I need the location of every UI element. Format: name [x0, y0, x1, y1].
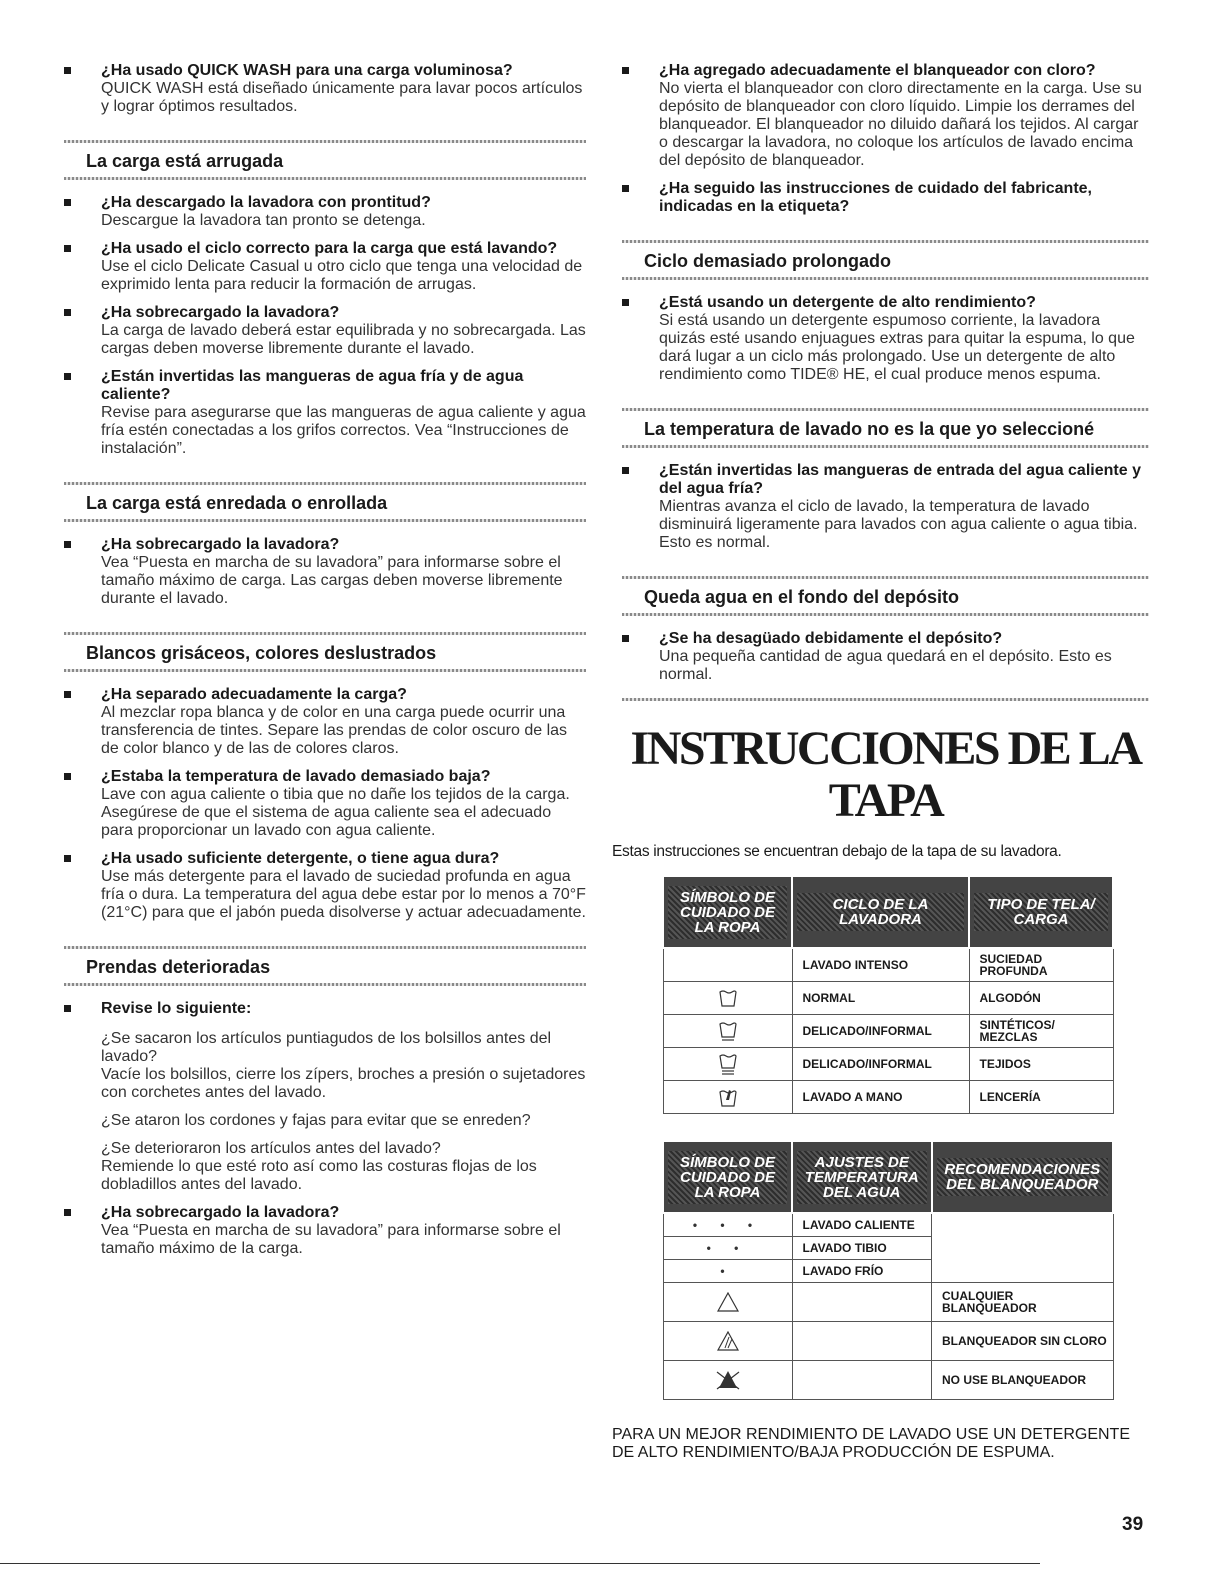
symbol-cell	[663, 1048, 792, 1081]
section-title: Prendas deterioradas	[86, 957, 271, 977]
symbol-cell	[663, 1361, 792, 1400]
table-row	[663, 1048, 1113, 1081]
symbol-cell	[663, 1283, 792, 1322]
bullet-icon	[64, 855, 71, 862]
bleach-cell	[932, 1213, 1114, 1237]
question: ¿Ha usado suficiente detergente, o tiene agua dura?	[101, 850, 500, 867]
title-line: INSTRUCCIONES DE LA	[630, 722, 1141, 775]
table-header	[792, 876, 969, 948]
bullet-icon	[64, 199, 71, 206]
cycle-cell: DELICADO/INFORMAL	[792, 1048, 969, 1081]
dotted-rule	[622, 698, 1149, 701]
answer: Revise para asegurarse que las mangueras de agua caliente y agua fría estén conectadas a los grifos correctos. Vea “Instrucciones de instalación”.	[101, 404, 586, 457]
dotted-rule	[64, 177, 586, 180]
temp-cell: LAVADO CALIENTE	[792, 1213, 932, 1237]
header-label: TIPO DE TELA/ CARGA	[974, 893, 1108, 931]
question: ¿Se ha desagüado debidamente el depósito?	[659, 630, 1003, 647]
dotted-rule	[622, 445, 1149, 448]
fabric-cell: SINTÉTICOS/ MEZCLAS	[969, 1015, 1113, 1048]
question: Revise lo siguiente:	[101, 1000, 252, 1017]
question: ¿Está usando un detergente de alto rendimiento?	[659, 294, 1036, 311]
fabric-cell: SUCIEDAD PROFUNDA	[969, 948, 1113, 982]
symbol-cell	[663, 982, 792, 1015]
bleach-cell: BLANQUEADOR SIN CLORO	[932, 1322, 1114, 1361]
symbol-cell	[663, 1322, 792, 1361]
wash-tub-icon	[718, 988, 738, 1008]
section-title: Ciclo demasiado prolongado	[644, 251, 892, 271]
table-row	[663, 1283, 1113, 1322]
symbol-cell: • • •	[663, 1213, 792, 1237]
section-header	[64, 482, 586, 522]
section-title: Queda agua en el fondo del depósito	[644, 587, 960, 607]
table-row	[663, 982, 1113, 1015]
bullet-icon	[622, 635, 629, 642]
question: ¿Ha sobrecargado la lavadora?	[101, 536, 340, 553]
faq-item	[64, 1000, 586, 1194]
faq-item	[64, 686, 586, 758]
table-row	[663, 1081, 1113, 1114]
question: ¿Están invertidas las mangueras de agua fría y de agua caliente?	[101, 368, 524, 403]
delicate-wash-icon	[718, 1052, 738, 1076]
bullet-icon	[622, 185, 629, 192]
symbol-cell	[663, 948, 792, 982]
faq-item	[622, 630, 1149, 684]
faq-item	[622, 294, 1149, 384]
temperature-bleach-table	[662, 1140, 1114, 1400]
detergent-note: PARA UN MEJOR RENDIMIENTO DE LAVADO USE UN DETERGENTE DE ALTO RENDIMIENTO/BAJA PRODUCCIÓN DE ESPUMA.	[612, 1426, 1130, 1461]
answer: No vierta el blanqueador con cloro directamente en la carga. Use su depósito de blanqueador con cloro líquido. Limpie los derrames del blanqueador. El blanqueador no diluido dañará los tejidos. Al cargar o descargar la lavadora, no coloque los artículos de lavado encima del depósito de blanqueador.	[659, 80, 1142, 169]
answer: Al mezclar ropa blanca y de color en una carga puede ocurrir una transferencia de tintes. Separe las prendas de color oscuro de las de color blanco y de las de colores claros.	[101, 704, 568, 757]
temp-cell	[792, 1322, 932, 1361]
paragraph: ¿Se ataron los cordones y fajas para evitar que se enreden?	[101, 1112, 531, 1129]
bleach-cell	[932, 1260, 1114, 1283]
cycle-cell: LAVADO INTENSO	[792, 948, 969, 982]
dotted-rule	[622, 613, 1149, 616]
faq-item	[64, 1204, 586, 1258]
table-row	[663, 1015, 1113, 1048]
faq-item	[64, 240, 586, 294]
dotted-rule	[64, 983, 586, 986]
question: ¿Ha seguido las instrucciones de cuidado del fabricante, indicadas en la etiqueta?	[659, 180, 1092, 215]
section-header	[64, 632, 586, 672]
section-title: La carga está arrugada	[86, 151, 284, 171]
question: ¿Ha descargado la lavadora con prontitud?	[101, 194, 431, 211]
question: ¿Ha agregado adecuadamente el blanqueador con cloro?	[659, 62, 1096, 79]
do-not-bleach-icon	[714, 1369, 742, 1391]
question: ¿Están invertidas las mangueras de entrada del agua caliente y del agua fría?	[659, 462, 1141, 497]
question: ¿Ha usado QUICK WASH para una carga voluminosa?	[101, 62, 513, 79]
dotted-rule	[622, 277, 1149, 280]
header-label: SÍMBOLO DE CUIDADO DE LA ROPA	[668, 1151, 787, 1204]
answer: Si está usando un detergente espumoso corriente, la lavadora quizás esté usando enjuagues extras para quitar la espuma, lo que dará lugar a un ciclo más prolongado. Use un detergente de alto rendimiento como TIDE® HE, el cual produce menos espuma.	[659, 312, 1135, 383]
question: ¿Ha sobrecargado la lavadora?	[101, 304, 340, 321]
symbol-cell: • •	[663, 1237, 792, 1260]
bullet-icon	[64, 245, 71, 252]
text: ¿Se sacaron los artículos puntiagudos de los bolsillos antes del lavado?	[101, 1030, 552, 1065]
table-row	[663, 1322, 1113, 1361]
faq-item	[622, 180, 1149, 216]
bullet-icon	[64, 373, 71, 380]
section-header	[622, 408, 1149, 448]
paragraph	[101, 1030, 586, 1102]
cycle-cell: NORMAL	[792, 982, 969, 1015]
table-header	[663, 876, 792, 948]
bullet-icon	[622, 67, 629, 74]
temp-cell: LAVADO FRÍO	[792, 1260, 932, 1283]
section-header	[622, 240, 1149, 280]
right-column	[612, 62, 1149, 1462]
answer: Descargue la lavadora tan pronto se detenga.	[101, 212, 426, 229]
faq-item	[64, 304, 586, 358]
dotted-rule	[64, 519, 586, 522]
question: ¿Ha separado adecuadamente la carga?	[101, 686, 407, 703]
non-chlorine-bleach-icon	[717, 1331, 739, 1351]
symbol-cell	[663, 1015, 792, 1048]
answer: Use más detergente para el lavado de suciedad profunda en agua fría o dura. La temperatura del agua debe estar por lo menos a 70°F (21°C) para que el jabón pueda disolverse y actuar adecuadamente.	[101, 868, 586, 921]
text: Vacíe los bolsillos, cierre los zípers, broches a presión o sujetadores con corchetes antes del lavado.	[101, 1066, 586, 1101]
temp-cell: LAVADO TIBIO	[792, 1237, 932, 1260]
text: ¿Se deterioraron los artículos antes del lavado?	[101, 1140, 441, 1157]
answer: Vea “Puesta en marcha de su lavadora” para informarse sobre el tamaño máximo de la carga.	[101, 1222, 561, 1257]
header-label: CICLO DE LA LAVADORA	[797, 893, 964, 931]
section-header	[64, 140, 586, 180]
hand-wash-icon	[717, 1086, 739, 1108]
answer: Use el ciclo Delicate Casual u otro ciclo que tenga una velocidad de exprimido lenta para reducir la formación de arrugas.	[101, 258, 583, 293]
answer: Lave con agua caliente o tibia que no dañe los tejidos de la carga. Asegúrese de que el sistema de agua caliente sea el adecuado para proporcionar un lavado con agua caliente.	[101, 786, 570, 839]
header-label: RECOMENDACIONES DEL BLANQUEADOR	[937, 1158, 1109, 1196]
section-header	[64, 946, 586, 986]
cycle-cell: LAVADO A MANO	[792, 1081, 969, 1114]
symbol-cell: •	[663, 1260, 792, 1283]
temp-cell	[792, 1283, 932, 1322]
answer: Vea “Puesta en marcha de su lavadora” para informarse sobre el tamaño máximo de carga. Las cargas deben moverse libremente durante el lavado.	[101, 554, 563, 607]
section-title: Blancos grisáceos, colores deslustrados	[86, 643, 437, 663]
table-row	[663, 1237, 1113, 1260]
faq-item	[64, 536, 586, 608]
question: ¿Ha sobrecargado la lavadora?	[101, 1204, 340, 1221]
faq-item	[622, 62, 1149, 170]
bleach-cell: NO USE BLANQUEADOR	[932, 1361, 1114, 1400]
bullet-icon	[64, 309, 71, 316]
fabric-cell: LENCERÍA	[969, 1081, 1113, 1114]
section-header	[622, 576, 1149, 616]
faq-item	[64, 62, 586, 116]
table-header	[932, 1141, 1114, 1213]
bullet-icon	[64, 1209, 71, 1216]
paragraph	[101, 1140, 586, 1194]
bullet-icon	[64, 541, 71, 548]
header-label: SÍMBOLO DE CUIDADO DE LA ROPA	[668, 886, 787, 939]
table-header	[663, 1141, 792, 1213]
cycle-cell: DELICADO/INFORMAL	[792, 1015, 969, 1048]
any-bleach-triangle-icon	[717, 1292, 739, 1312]
bullet-icon	[64, 67, 71, 74]
table-row	[663, 1260, 1113, 1283]
answer: Una pequeña cantidad de agua quedará en el depósito. Esto es normal.	[659, 648, 1112, 683]
dotted-rule	[64, 669, 586, 672]
question: ¿Estaba la temperatura de lavado demasiado baja?	[101, 768, 491, 785]
wash-cycle-table	[662, 875, 1114, 1114]
table-header	[969, 876, 1113, 948]
bullet-icon	[64, 691, 71, 698]
fabric-cell: ALGODÓN	[969, 982, 1113, 1015]
text: Remiende lo que esté roto así como las costuras flojas de los dobladillos antes del lavado.	[101, 1158, 537, 1193]
bullet-icon	[64, 1005, 71, 1012]
faq-item	[622, 462, 1149, 552]
faq-item	[64, 850, 586, 922]
table-row	[663, 1213, 1113, 1237]
table-row	[663, 1361, 1113, 1400]
table-row	[663, 948, 1113, 982]
bullet-icon	[64, 773, 71, 780]
section-title: La temperatura de lavado no es la que yo seleccioné	[644, 419, 1095, 439]
bullet-icon	[622, 467, 629, 474]
lid-instructions-title	[622, 723, 1149, 827]
permanent-press-icon	[718, 1020, 738, 1042]
answer: Mientras avanza el ciclo de lavado, la temperatura de lavado disminuirá ligeramente para lavados con agua caliente o agua tibia. Esto es normal.	[659, 498, 1138, 551]
section-title: La carga está enredada o enrollada	[86, 493, 388, 513]
temp-cell	[792, 1361, 932, 1400]
bleach-cell	[932, 1237, 1114, 1260]
fabric-cell: TEJIDOS	[969, 1048, 1113, 1081]
question: ¿Ha usado el ciclo correcto para la carga que está lavando?	[101, 240, 558, 257]
lid-intro: Estas instrucciones se encuentran debajo de la tapa de su lavadora.	[612, 843, 1062, 860]
answer: QUICK WASH está diseñado únicamente para lavar pocos artículos y lograr óptimos resultados.	[101, 80, 583, 115]
title-line: TAPA	[828, 774, 943, 827]
bullet-icon	[622, 299, 629, 306]
bleach-cell: CUALQUIER BLANQUEADOR	[932, 1283, 1114, 1322]
header-label: AJUSTES DE TEMPERATURA DEL AGUA	[797, 1151, 927, 1204]
symbol-cell	[663, 1081, 792, 1114]
answer: La carga de lavado deberá estar equilibrada y no sobrecargada. Las cargas deben moverse libremente durante el lavado.	[101, 322, 586, 357]
left-column	[64, 62, 586, 1268]
faq-item	[64, 768, 586, 840]
bottom-rule	[0, 1563, 1040, 1564]
table-header	[792, 1141, 932, 1213]
page-number: 39	[1122, 1514, 1144, 1535]
faq-item	[64, 194, 586, 230]
faq-item	[64, 368, 586, 458]
